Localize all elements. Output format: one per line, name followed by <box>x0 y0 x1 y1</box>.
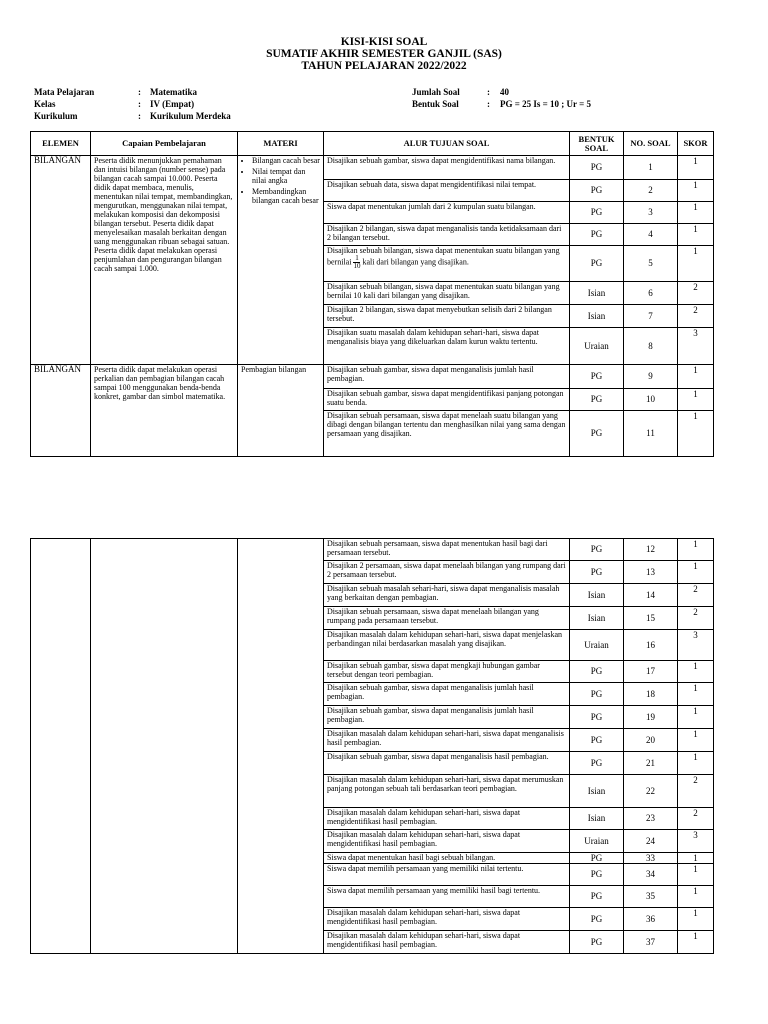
capaian-cell: Peserta didik dapat melakukan operasi perkalian dan pembagian bilangan cacah sampai 100 menggunakan benda-benda konkret, gambar dan simbol matematika. <box>91 365 238 457</box>
meta-label: Kurikulum <box>34 111 78 121</box>
meta-value: IV (Empat) <box>150 99 195 109</box>
no-cell: 36 <box>624 908 678 931</box>
no-cell: 35 <box>624 886 678 908</box>
column-header: SKOR <box>678 132 714 156</box>
tujuan-cell: Disajikan sebuah gambar, siswa dapat menganalisis hasil pembagian. <box>324 752 570 775</box>
bentuk-cell: PG <box>570 180 624 202</box>
tujuan-cell: Disajikan sebuah gambar, siswa dapat mengidentifikasi nama bilangan. <box>324 156 570 180</box>
meta-label: Kelas <box>34 99 56 109</box>
tujuan-cell: Disajikan 2 bilangan, siswa dapat menyebutkan selisih dari 2 bilangan tersebut. <box>324 305 570 328</box>
bentuk-cell: Isian <box>570 808 624 830</box>
header-title: KISI-KISI SOAL <box>340 36 428 48</box>
no-cell: 13 <box>624 561 678 584</box>
no-cell: 9 <box>624 365 678 389</box>
no-cell: 23 <box>624 808 678 830</box>
no-cell: 10 <box>624 389 678 411</box>
materi-item: • Membandingkan bilangan cacah besar <box>252 187 320 205</box>
kisi-kisi-table-continued <box>30 538 714 954</box>
meta-sep: : <box>138 87 141 97</box>
bentuk-cell: PG <box>570 389 624 411</box>
meta-sep: : <box>487 87 490 97</box>
skor-cell: 1 <box>678 706 714 729</box>
tujuan-cell: Disajikan sebuah gambar, siswa dapat menganalisis jumlah hasil pembagian. <box>324 365 570 389</box>
no-cell: 2 <box>624 180 678 202</box>
tujuan-cell <box>324 246 570 282</box>
materi-item: • Bilangan cacah besar <box>252 156 320 165</box>
column-header: ELEMEN <box>31 132 91 156</box>
column-header: MATERI <box>238 132 324 156</box>
meta-label: Jumlah Soal <box>412 87 460 97</box>
column-header: NO. SOAL <box>624 132 678 156</box>
tujuan-cell: Disajikan 2 persamaan, siswa dapat menelaah bilangan yang rumpang dari 2 persamaan tersebut. <box>324 561 570 584</box>
tujuan-cell: Disajikan sebuah gambar, siswa dapat mengkaji hubungan gambar tersebut dengan teori pembagian. <box>324 661 570 683</box>
meta-sep: : <box>138 111 141 121</box>
elemen-cell: BILANGAN <box>31 365 91 457</box>
bentuk-cell: Isian <box>570 775 624 808</box>
meta-value: 40 <box>500 87 509 97</box>
bentuk-cell: PG <box>570 246 624 282</box>
table-header-row <box>31 132 714 156</box>
bentuk-cell: Isian <box>570 305 624 328</box>
no-cell: 14 <box>624 584 678 607</box>
skor-cell: 1 <box>678 246 714 282</box>
skor-cell: 1 <box>678 180 714 202</box>
column-header: ALUR TUJUAN SOAL <box>324 132 570 156</box>
no-cell: 8 <box>624 328 678 365</box>
bentuk-cell: PG <box>570 411 624 457</box>
bentuk-cell: Uraian <box>570 630 624 661</box>
bentuk-cell: PG <box>570 156 624 180</box>
materi-cell <box>238 156 324 365</box>
materi-cell <box>238 539 324 954</box>
skor-cell: 1 <box>678 864 714 886</box>
materi-cell: Pembagian bilangan <box>238 365 324 457</box>
skor-cell: 2 <box>678 584 714 607</box>
no-cell: 1 <box>624 156 678 180</box>
no-cell: 15 <box>624 607 678 630</box>
document-header <box>0 36 768 72</box>
capaian-cell: Peserta didik menunjukkan pemahaman dan intuisi bilangan (number sense) pada bilangan cacah sampai 10.000. Peserta didik dapat membaca, menulis, menentukan nilai tempat, membandingkan, mengurutkan, menggunakan nilai tempat, melakukan komposisi dan dekomposisi bilangan tersebut. Peserta didik dapat menyelesaikan masalah berkaitan dengan uang menggunakan ribuan sebagai satuan. Peserta didik dapat melakukan operasi penjumlahan dan pengurangan bilangan cacah sampai 1.000. <box>91 156 238 365</box>
meta-label: Mata Pelajaran <box>34 87 95 97</box>
bentuk-cell: PG <box>570 864 624 886</box>
fraction-denominator: 10 <box>353 262 361 270</box>
meta-label: Bentuk Soal <box>412 99 459 109</box>
tujuan-cell: Disajikan masalah dalam kehidupan sehari-hari, siswa dapat merumuskan panjang potongan sebuah tali berdasarkan teori pembagian. <box>324 775 570 808</box>
bentuk-cell: PG <box>570 202 624 224</box>
bentuk-cell: PG <box>570 931 624 954</box>
no-cell: 17 <box>624 661 678 683</box>
no-cell: 6 <box>624 282 678 305</box>
tujuan-cell: Disajikan sebuah masalah sehari-hari, siswa dapat menganalisis masalah yang berkaitan dengan pembagian. <box>324 584 570 607</box>
tujuan-cell: Disajikan sebuah persamaan, siswa dapat menelaah suatu bilangan yang dibagi dengan bilangan tertentu dan menghasilkan nilai yang sama dengan persamaan yang disajikan. <box>324 411 570 457</box>
no-cell: 16 <box>624 630 678 661</box>
meta-value: PG = 25 Is = 10 ; Ur = 5 <box>500 99 591 109</box>
no-cell: 33 <box>624 853 678 864</box>
bentuk-cell: Isian <box>570 282 624 305</box>
skor-cell: 1 <box>678 202 714 224</box>
tujuan-text: kali dari bilangan yang disajikan. <box>362 257 469 267</box>
tujuan-cell: Disajikan sebuah gambar, siswa dapat mengidentifikasi panjang potongan suatu benda. <box>324 389 570 411</box>
tujuan-cell: Disajikan masalah dalam kehidupan sehari-hari, siswa dapat menganalisis hasil pembagian. <box>324 729 570 752</box>
meta-left <box>34 86 231 122</box>
bentuk-cell: PG <box>570 908 624 931</box>
no-cell: 3 <box>624 202 678 224</box>
no-cell: 4 <box>624 224 678 246</box>
tujuan-cell: Siswa dapat memilih persamaan yang memiliki hasil bagi tertentu. <box>324 886 570 908</box>
skor-cell: 1 <box>678 661 714 683</box>
tujuan-text: Disajikan sebuah bilangan, siswa dapat menentukan suatu bilangan yang bernilai <box>327 246 560 267</box>
no-cell: 19 <box>624 706 678 729</box>
skor-cell: 1 <box>678 561 714 584</box>
tujuan-cell: Disajikan sebuah persamaan, siswa dapat menelaah bilangan yang rumpang pada persamaan tersebut. <box>324 607 570 630</box>
tujuan-cell: Disajikan sebuah gambar, siswa dapat menganalisis jumlah hasil pembagian. <box>324 683 570 706</box>
no-cell: 7 <box>624 305 678 328</box>
bentuk-cell: PG <box>570 706 624 729</box>
tujuan-cell: Disajikan masalah dalam kehidupan sehari-hari, siswa dapat mengidentifikasi hasil pembagian. <box>324 908 570 931</box>
tujuan-cell: Siswa dapat memilih persamaan yang memiliki nilai tertentu. <box>324 864 570 886</box>
kisi-kisi-table <box>30 131 714 457</box>
bentuk-cell: PG <box>570 729 624 752</box>
tujuan-cell: Siswa dapat menentukan jumlah dari 2 kumpulan suatu bilangan. <box>324 202 570 224</box>
bentuk-cell: PG <box>570 853 624 864</box>
bentuk-cell: Isian <box>570 584 624 607</box>
tujuan-cell: Disajikan sebuah persamaan, siswa dapat menentukan hasil bagi dari persamaan tersebut. <box>324 539 570 561</box>
bentuk-cell: PG <box>570 224 624 246</box>
no-cell: 12 <box>624 539 678 561</box>
bentuk-cell: Uraian <box>570 830 624 853</box>
table-row <box>31 539 714 561</box>
meta-sep: : <box>487 99 490 109</box>
elemen-cell <box>31 539 91 954</box>
bentuk-cell: PG <box>570 886 624 908</box>
tujuan-cell: Disajikan sebuah bilangan, siswa dapat menentukan suatu bilangan yang bernilai 10 kali dari bilangan yang disajikan. <box>324 282 570 305</box>
no-cell: 11 <box>624 411 678 457</box>
skor-cell: 1 <box>678 908 714 931</box>
no-cell: 20 <box>624 729 678 752</box>
no-cell: 18 <box>624 683 678 706</box>
fraction <box>353 255 360 270</box>
elemen-cell: BILANGAN <box>31 156 91 365</box>
tujuan-cell: Disajikan suatu masalah dalam kehidupan sehari-hari, siswa dapat menganalisis biaya yang dikeluarkan dalam kurun waktu tertentu. <box>324 328 570 365</box>
skor-cell: 1 <box>678 683 714 706</box>
tujuan-cell: Disajikan masalah dalam kehidupan sehari-hari, siswa dapat mengidentifikasi hasil pembagian. <box>324 931 570 954</box>
skor-cell: 1 <box>678 224 714 246</box>
bentuk-cell: PG <box>570 539 624 561</box>
materi-item: • Nilai tempat dan nilai angka <box>252 167 320 185</box>
meta-sep: : <box>138 99 141 109</box>
no-cell: 22 <box>624 775 678 808</box>
column-header: Capaian Pembelajaran <box>91 132 238 156</box>
tujuan-cell: Disajikan masalah dalam kehidupan sehari-hari, siswa dapat menjelaskan perbandingan nilai berdasarkan masalah yang disajikan. <box>324 630 570 661</box>
skor-cell: 3 <box>678 830 714 853</box>
skor-cell: 1 <box>678 886 714 908</box>
skor-cell: 3 <box>678 328 714 365</box>
meta-value: Matematika <box>150 87 197 97</box>
no-cell: 5 <box>624 246 678 282</box>
skor-cell: 2 <box>678 808 714 830</box>
skor-cell: 3 <box>678 630 714 661</box>
bentuk-cell: PG <box>570 752 624 775</box>
tujuan-cell: Disajikan sebuah data, siswa dapat mengidentifikasi nilai tempat. <box>324 180 570 202</box>
meta-right <box>412 86 591 110</box>
table-row <box>31 156 714 180</box>
column-header: BENTUK SOAL <box>570 132 624 156</box>
skor-cell: 1 <box>678 752 714 775</box>
skor-cell: 1 <box>678 156 714 180</box>
skor-cell: 2 <box>678 282 714 305</box>
bentuk-cell: Uraian <box>570 328 624 365</box>
bentuk-cell: PG <box>570 561 624 584</box>
skor-cell: 1 <box>678 853 714 864</box>
skor-cell: 1 <box>678 411 714 457</box>
fraction-numerator: 1 <box>355 254 359 262</box>
meta-value: Kurikulum Merdeka <box>150 111 231 121</box>
no-cell: 34 <box>624 864 678 886</box>
bentuk-cell: Isian <box>570 607 624 630</box>
tujuan-cell: Disajikan sebuah gambar, siswa dapat menganalisis jumlah hasil pembagian. <box>324 706 570 729</box>
bentuk-cell: PG <box>570 365 624 389</box>
no-cell: 37 <box>624 931 678 954</box>
no-cell: 24 <box>624 830 678 853</box>
capaian-cell <box>91 539 238 954</box>
tujuan-cell: Siswa dapat menentukan hasil bagi sebuah bilangan. <box>324 853 570 864</box>
header-subtitle: SUMATIF AKHIR SEMESTER GANJIL (SAS) <box>266 48 502 60</box>
skor-cell: 2 <box>678 305 714 328</box>
header-year: TAHUN PELAJARAN 2022/2022 <box>301 60 467 72</box>
tujuan-cell: Disajikan 2 bilangan, siswa dapat menganalisis tanda ketidaksamaan dari 2 bilangan tersebut. <box>324 224 570 246</box>
skor-cell: 1 <box>678 365 714 389</box>
skor-cell: 1 <box>678 539 714 561</box>
skor-cell: 2 <box>678 607 714 630</box>
skor-cell: 2 <box>678 775 714 808</box>
bentuk-cell: PG <box>570 661 624 683</box>
tujuan-cell: Disajikan masalah dalam kehidupan sehari-hari, siswa dapat mengidentifikasi hasil pembagian. <box>324 808 570 830</box>
skor-cell: 1 <box>678 729 714 752</box>
skor-cell: 1 <box>678 389 714 411</box>
tujuan-cell: Disajikan masalah dalam kehidupan sehari-hari, siswa dapat mengidentifikasi hasil pembagian. <box>324 830 570 853</box>
bentuk-cell: PG <box>570 683 624 706</box>
no-cell: 21 <box>624 752 678 775</box>
skor-cell: 1 <box>678 931 714 954</box>
table-row <box>31 365 714 389</box>
